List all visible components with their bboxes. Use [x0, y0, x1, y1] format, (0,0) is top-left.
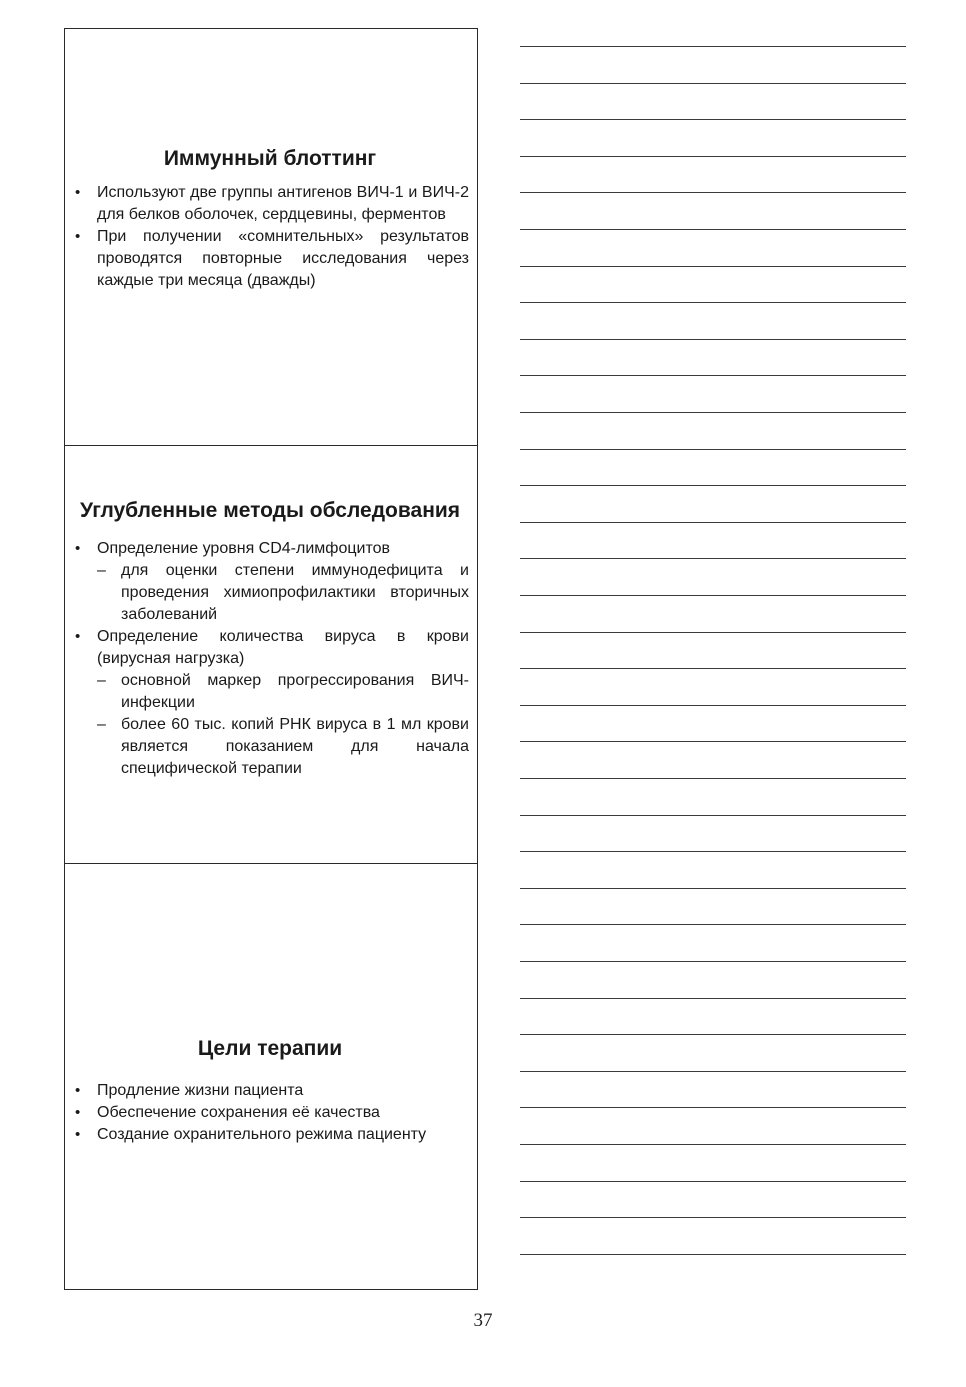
- list-item: • При получении «сомнительных» результатов проводятся повторные исследования через каждые три месяца (дважды): [71, 226, 469, 292]
- notes-lines-area: [520, 0, 906, 1300]
- list-item: • Продление жизни пациента: [71, 1080, 469, 1102]
- note-line: [520, 522, 906, 523]
- note-line: [520, 1034, 906, 1035]
- note-line: [520, 449, 906, 450]
- sub-list: [97, 560, 469, 626]
- note-line: [520, 119, 906, 120]
- note-line: [520, 1071, 906, 1072]
- slide-title: Углубленные методы обследования: [79, 499, 461, 522]
- note-line: [520, 1107, 906, 1108]
- slide-immunoblotting: [65, 29, 477, 445]
- sub-list: [97, 670, 469, 780]
- slide-title: Цели терапии: [197, 1037, 343, 1060]
- note-line: [520, 1254, 906, 1255]
- list-item: • Создание охранительного режима пациенту: [71, 1124, 469, 1146]
- note-line: [520, 961, 906, 962]
- note-line: [520, 485, 906, 486]
- list-item: • Используют две группы антигенов ВИЧ-1 и ВИЧ-2 для белков оболочек, сердцевины, ферментов: [71, 182, 469, 226]
- note-line: [520, 302, 906, 303]
- list-item: • Определение количества вируса в крови (вирусная нагрузка) – основной маркер прогрессирования ВИЧ-инфекции – более 60 тыс. копий РНК вируса в 1 мл крови является показанием для начала специфической терапии: [71, 626, 469, 780]
- note-line: [520, 229, 906, 230]
- slides-column: [64, 28, 478, 1290]
- slide-title: Иммунный блоттинг: [163, 147, 377, 170]
- note-line: [520, 83, 906, 84]
- bullet-list: [71, 538, 469, 780]
- note-line: [520, 1144, 906, 1145]
- note-line: [520, 266, 906, 267]
- sub-list-item: – основной маркер прогрессирования ВИЧ-инфекции: [97, 670, 469, 714]
- note-line: [520, 705, 906, 706]
- slide-therapy-goals: [65, 863, 477, 1289]
- note-line: [520, 632, 906, 633]
- note-line: [520, 888, 906, 889]
- note-line: [520, 668, 906, 669]
- sub-list-item: – для оценки степени иммунодефицита и проведения химиопрофилактики вторичных заболеваний: [97, 560, 469, 626]
- note-line: [520, 741, 906, 742]
- slide-advanced-methods: [65, 445, 477, 863]
- note-line: [520, 156, 906, 157]
- note-line: [520, 815, 906, 816]
- note-line: [520, 924, 906, 925]
- page-number: 37: [473, 1310, 493, 1331]
- note-line: [520, 998, 906, 999]
- list-item: • Обеспечение сохранения её качества: [71, 1102, 469, 1124]
- list-item: • Определение уровня CD4-лимфоцитов – для оценки степени иммунодефицита и проведения химиопрофилактики вторичных заболеваний: [71, 538, 469, 626]
- bullet-list: [71, 1080, 469, 1146]
- note-line: [520, 1181, 906, 1182]
- note-line: [520, 778, 906, 779]
- note-line: [520, 339, 906, 340]
- sub-list-item: – более 60 тыс. копий РНК вируса в 1 мл крови является показанием для начала специфической терапии: [97, 714, 469, 780]
- note-line: [520, 46, 906, 47]
- bullet-list: [71, 182, 469, 292]
- note-line: [520, 412, 906, 413]
- note-line: [520, 558, 906, 559]
- note-line: [520, 595, 906, 596]
- note-line: [520, 192, 906, 193]
- note-line: [520, 1217, 906, 1218]
- note-line: [520, 375, 906, 376]
- note-line: [520, 851, 906, 852]
